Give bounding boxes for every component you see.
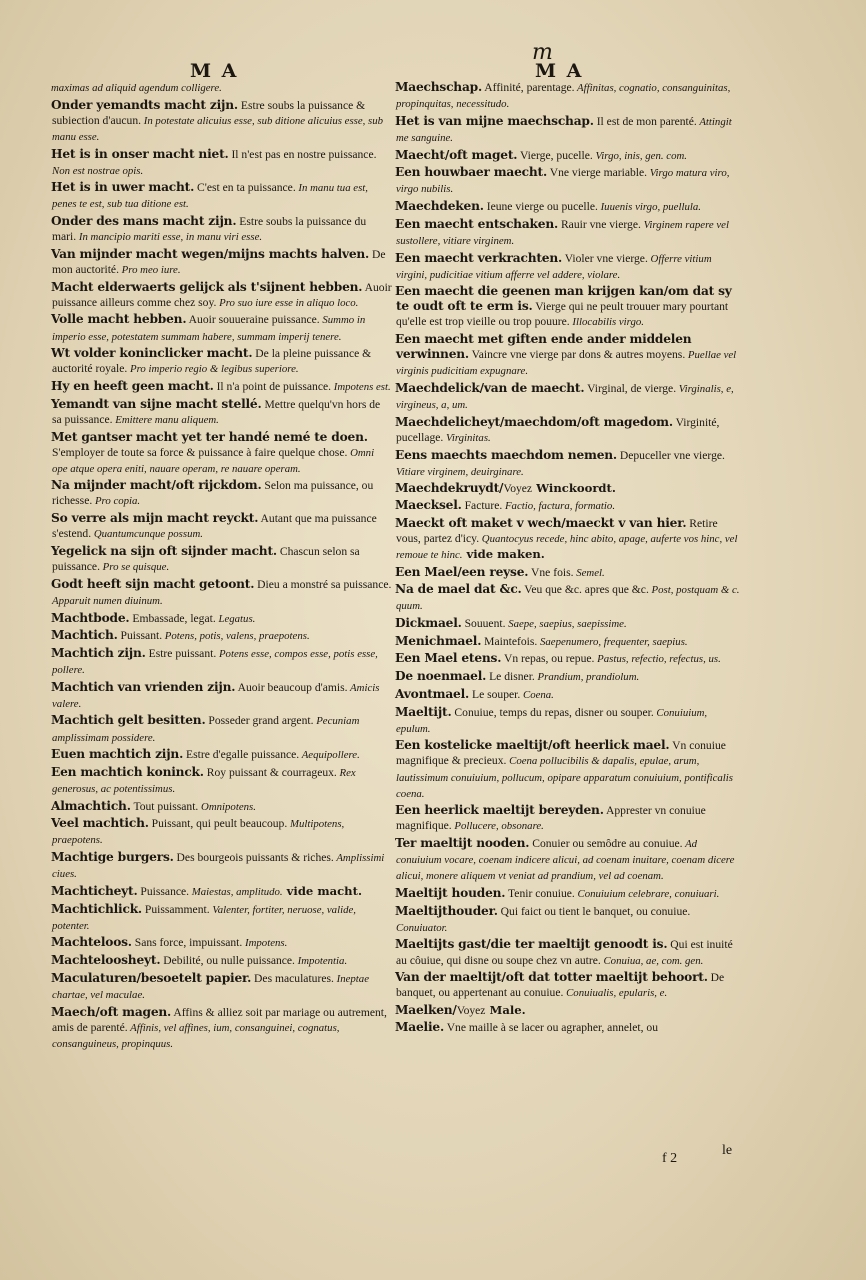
- latin-gloss: Vitiare virginem, deuirginare.: [396, 465, 524, 478]
- headword: Hy en heeft geen macht.: [51, 379, 214, 394]
- latin-gloss: In mancipio mariti esse, in manu viri esse.: [76, 231, 263, 244]
- latin-gloss: Coena pollucibilis & dapalis, epulae, arum, lautissimum conuiuium, pollucum, opipare apparatum conuiuium, pontificalis coena.: [396, 755, 733, 800]
- headword: Maelie.: [395, 1019, 444, 1034]
- latin-gloss: Impotens est.: [331, 381, 391, 394]
- latin-gloss: maximas ad aliquid agendum colligere.: [51, 82, 222, 94]
- latin-gloss: Virginitas.: [443, 431, 491, 444]
- dictionary-entry: [396, 616, 741, 632]
- headword: Een Mael etens.: [395, 651, 502, 666]
- french-gloss: Tenir conuiue.: [505, 886, 575, 900]
- headword: Menichmael.: [395, 633, 482, 648]
- headword: Het is in onser macht niet.: [51, 146, 229, 161]
- headword: Een machtich koninck.: [51, 764, 204, 779]
- latin-gloss: Potens, potis, valens, praepotens.: [162, 630, 310, 643]
- french-gloss: De la pleine puissance & auctorité royale.: [52, 347, 372, 376]
- dictionary-entry: [396, 970, 741, 1001]
- headword: Maecksel.: [395, 498, 462, 513]
- dictionary-entry: [52, 713, 392, 745]
- latin-gloss: Pecuniam amplissimam possidere.: [52, 715, 360, 744]
- headword: Van der maeltijt/oft dat totter maeltijt behoort.: [395, 970, 708, 985]
- headword: Maculaturen/besoetelt papier.: [51, 970, 252, 985]
- dictionary-entry: [52, 799, 392, 815]
- dictionary-entry: [396, 836, 741, 884]
- dictionary-entry: [52, 430, 392, 477]
- dictionary-entry: [396, 1020, 741, 1035]
- latin-gloss: Conuiualis, epularis, e.: [563, 987, 668, 1000]
- headword: Dickmael.: [395, 616, 462, 631]
- latin-gloss: Amplissimi ciues.: [52, 852, 385, 881]
- dictionary-entry: [396, 114, 741, 146]
- dictionary-entry: [396, 199, 741, 215]
- dictionary-entry: [52, 397, 392, 428]
- dictionary-entry: [396, 565, 741, 581]
- latin-gloss: Semel.: [573, 566, 605, 579]
- french-gloss: Posseder grand argent.: [205, 714, 314, 728]
- latin-gloss: Conuiua, ae, com. gen.: [600, 954, 704, 967]
- latin-gloss: Summo in imperio esse, potestatem summam habere, summam imperij tenere.: [52, 314, 366, 343]
- french-gloss: Vne fois.: [528, 565, 574, 579]
- dictionary-entry: [52, 816, 392, 848]
- latin-gloss: Conuiuium, epulum.: [396, 706, 708, 735]
- right-column: [396, 80, 741, 1036]
- headword: Volle macht hebben.: [51, 312, 187, 327]
- dictionary-entry: [396, 165, 741, 197]
- latin-gloss: Impotentia.: [294, 955, 348, 968]
- headword: Veel machtich.: [51, 816, 149, 831]
- french-gloss: Retire vous, partez d'icy.: [396, 516, 718, 545]
- latin-gloss: Quantumcunque possum.: [91, 528, 203, 541]
- french-gloss: Vne vierge mariable.: [547, 166, 648, 180]
- dictionary-entry: [396, 803, 741, 834]
- cross-reference: Male.: [485, 1002, 526, 1017]
- latin-gloss: Saepe, saepius, saepissime.: [505, 618, 627, 631]
- french-gloss: Qui est inuité au côuiue, qui disne ou soupe chez vn autre.: [396, 938, 733, 967]
- french-gloss: Conuier ou semôdre au conuiue.: [529, 837, 683, 851]
- latin-gloss: Quantocyus recede, hinc abito, apage, auferte vos hinc, vel remoue te hinc.: [396, 532, 738, 561]
- latin-gloss: Coena.: [520, 688, 554, 701]
- dictionary-entry: [52, 971, 392, 1003]
- latin-gloss: Pro meo iure.: [118, 264, 181, 276]
- headword: Yegelick na sijn oft sijnder macht.: [51, 543, 277, 558]
- dictionary-entry: [52, 935, 392, 951]
- dictionary-entry: [52, 628, 392, 644]
- headword: Machtichlick.: [51, 901, 142, 916]
- dictionary-entry: [52, 1005, 392, 1052]
- latin-gloss: Affinitas, cognatio, consanguinitas, propinquitas, necessitudo.: [396, 82, 731, 111]
- cross-reference: vide macht.: [282, 883, 362, 898]
- running-head-right: M A: [535, 60, 584, 82]
- french-gloss: Vierge qui ne peult trouuer mary pourtant qu'elle est trop vieille ou trop pouure.: [396, 300, 729, 329]
- dictionary-entry: [396, 381, 741, 413]
- french-gloss: Estre soubs la puissance & subiection d'aucun.: [52, 98, 366, 127]
- latin-gloss: Ad conuiuium vocare, coenam indicere alicui, ad coenam inuitare, coenam dicere alicui, monere aliquem vt veniat ad prandium, vel ad coenam.: [396, 838, 735, 883]
- french-gloss: Vn conuiue magnifique & precieux.: [396, 739, 726, 768]
- dictionary-entry: [396, 904, 741, 936]
- headword: Het is van mijne maechschap.: [395, 113, 594, 128]
- headword: Machteloosheyt.: [51, 953, 161, 968]
- latin-gloss: Impotens.: [242, 937, 288, 950]
- french-gloss: Depuceller vne vierge.: [616, 448, 725, 462]
- french-gloss: Conuiue, temps du repas, disner ou souper.: [451, 705, 654, 719]
- latin-gloss: Iuuenis virgo, puellula.: [597, 201, 701, 214]
- french-gloss: Debilité, ou nulle puissance.: [160, 954, 295, 968]
- french-gloss: Mettre quelqu'vn hors de sa puissance.: [52, 397, 381, 426]
- latin-gloss: Affinis, vel affines, ium, consanguinei, cognatus, consanguineus, propinquus.: [52, 1021, 340, 1050]
- latin-gloss: In manu tua est, penes te est, sub tua ditione est.: [52, 182, 368, 211]
- dictionary-entry: [52, 511, 392, 542]
- french-gloss: Il n'est pas en nostre puissance.: [228, 147, 377, 161]
- french-gloss: De banquet, ou appertenant au conuiue.: [396, 971, 725, 1000]
- french-gloss: Vierge, pucelle.: [517, 148, 593, 162]
- cross-reference: Winckoordt.: [532, 481, 616, 496]
- french-gloss: Puissant.: [117, 629, 163, 643]
- french-gloss: Puissance.: [137, 884, 190, 898]
- dictionary-entry: [52, 247, 392, 278]
- headword: Maechschap.: [395, 80, 483, 94]
- dictionary-entry: [52, 80, 392, 96]
- headword: Maech/oft magen.: [51, 1004, 172, 1019]
- latin-gloss: Conuiuator.: [396, 921, 448, 934]
- latin-gloss: Prandium, prandiolum.: [534, 671, 640, 684]
- dictionary-entry: [396, 651, 741, 667]
- french-gloss: Maintefois.: [481, 634, 538, 648]
- french-gloss: Estre soubs la puissance du mari.: [52, 215, 367, 244]
- french-gloss: Virginité, pucellage.: [396, 415, 720, 444]
- latin-gloss: Ineptae chartae, vel maculae.: [52, 972, 369, 1001]
- french-gloss: Estre puissant.: [145, 646, 217, 660]
- dictionary-entry: [396, 80, 741, 112]
- latin-gloss: Pastus, refectio, refectus, us.: [594, 653, 721, 666]
- headword: Een heerlick maeltijt bereyden.: [395, 803, 604, 818]
- french-gloss: Auoir beaucoup d'amis.: [235, 680, 348, 694]
- headword: Avontmael.: [395, 686, 470, 701]
- headword: Almachtich.: [51, 798, 131, 813]
- headword: Eens maechts maechdom nemen.: [395, 447, 617, 462]
- dictionary-entry: [52, 478, 392, 509]
- headword: Machtich.: [51, 628, 118, 643]
- french-gloss: Dieu a monstré sa puissance.: [254, 577, 392, 591]
- headword: Macht elderwaerts gelijck als t'sijnent hebben.: [51, 279, 363, 294]
- latin-gloss: Apparuit numen diuinum.: [52, 594, 163, 607]
- french-gloss: Auoir souueraine puissance.: [186, 313, 320, 327]
- latin-gloss: In potestate alicuius esse, sub ditione alicuius esse, sub manu esse.: [52, 114, 384, 143]
- dictionary-entry: [52, 280, 392, 311]
- corner-mark: m: [532, 40, 553, 65]
- latin-gloss: Pro imperio regio & legibus superiore.: [127, 363, 299, 376]
- headword: Machtich van vrienden zijn.: [51, 679, 236, 694]
- french-gloss: Violer vne vierge.: [562, 251, 648, 265]
- french-gloss: S'employer de toute sa force & puissance à faire quelque chose.: [52, 445, 348, 459]
- dictionary-entry: [396, 937, 741, 968]
- headword: Het is in uwer macht.: [51, 180, 195, 195]
- headword: Onder des mans macht zijn.: [51, 214, 237, 229]
- dictionary-entry: [52, 850, 392, 882]
- french-gloss: Ieune vierge ou pucelle.: [483, 200, 598, 214]
- latin-gloss: Emittere manu aliquem.: [112, 413, 219, 426]
- headword: Met gantser macht yet ter handé nemé te doen.: [51, 429, 368, 444]
- headword: Na de mael dat &c.: [395, 582, 522, 597]
- headword: Maechdelicheyt/maechdom/oft magedom.: [395, 414, 673, 429]
- headword: Maeltijthouder.: [395, 903, 498, 918]
- french-gloss: Estre d'egalle puissance.: [183, 748, 300, 762]
- headword: Godt heeft sijn macht getoont.: [51, 576, 255, 591]
- latin-gloss: Aequipollere.: [299, 749, 360, 762]
- latin-gloss: Offerre vitium virgini, pudicitiae vitium afferre vel addere, violare.: [396, 252, 712, 281]
- french-gloss: Auoir puissance ailleurs comme chez soy.: [52, 280, 392, 309]
- dictionary-entry: [52, 680, 392, 712]
- french-gloss: Affins & alliez soit par mariage ou autrement, amis de parenté.: [52, 1005, 387, 1034]
- latin-gloss: Rex generosus, ac potentissimus.: [52, 766, 356, 795]
- dictionary-entry: [396, 516, 741, 563]
- latin-gloss: Conuiuium celebrare, conuiuari.: [574, 887, 720, 900]
- latin-gloss: Puellae vel virginis pudicitiam expugnare.: [396, 349, 737, 378]
- headword: Een maecht die geenen man krijgen kan/om dat sy te oudt oft te erm is.: [395, 284, 732, 314]
- dictionary-entry: [396, 448, 741, 480]
- dictionary-entry: [396, 687, 741, 703]
- headword: Onder yemandts macht zijn.: [51, 97, 238, 112]
- latin-gloss: Pro suo iure esse in aliquo loco.: [216, 296, 359, 309]
- dictionary-entry: [52, 544, 392, 575]
- dictionary-entry: [52, 747, 392, 763]
- dictionary-entry: [52, 346, 392, 377]
- headword: Een Mael/een reyse.: [395, 564, 529, 579]
- dictionary-entry: [52, 312, 392, 344]
- latin-gloss: Illocabilis virgo.: [569, 316, 644, 329]
- latin-gloss: Omni ope atque opera eniti, nauare operam, re nauare operam.: [52, 446, 375, 475]
- french-gloss: Embassade, legat.: [129, 611, 216, 625]
- headword: Een maecht verkrachten.: [395, 250, 563, 265]
- dictionary-entry: [52, 214, 392, 245]
- dictionary-entry: [396, 415, 741, 446]
- headword: Maeltijt.: [395, 704, 452, 719]
- dictionary-entry: [396, 148, 741, 164]
- latin-gloss: Virgo matura viro, virgo nubilis.: [396, 167, 730, 196]
- latin-gloss: Post, postquam & c. quum.: [396, 584, 740, 613]
- dictionary-entry: [396, 634, 741, 650]
- dictionary-entry: [396, 251, 741, 283]
- catchword: le: [722, 1143, 733, 1158]
- latin-gloss: Valenter, fortiter, neruose, valide, potenter.: [52, 903, 356, 932]
- dictionary-entry: [396, 582, 741, 614]
- latin-gloss: Virgo, inis, gen. com.: [592, 149, 687, 162]
- french-gloss: Vn repas, ou repue.: [501, 652, 595, 666]
- dictionary-entry: [396, 1003, 741, 1018]
- headword: Euen machtich zijn.: [51, 747, 184, 762]
- dictionary-entry: [396, 738, 741, 801]
- headword: Machtich zijn.: [51, 645, 146, 660]
- french-gloss: C'est en ta puissance.: [194, 181, 296, 195]
- headword: Wt volder koninclicker macht.: [51, 346, 253, 361]
- headword: Maelken/: [395, 1002, 457, 1017]
- headword: Een kostelicke maeltijt/oft heerlick mael.: [395, 738, 670, 753]
- latin-gloss: Legatus.: [215, 612, 256, 625]
- headword: Na mijnder macht/oft rijckdom.: [51, 478, 262, 493]
- headword: Van mijnder macht wegen/mijns machts halven.: [51, 246, 370, 261]
- headword: Maecht/oft maget.: [395, 147, 518, 162]
- cross-reference: vide maken.: [462, 546, 545, 561]
- left-column: [52, 80, 392, 1053]
- headword: Maechdekruydt/: [395, 481, 504, 496]
- latin-gloss: Attingit me sanguine.: [396, 115, 732, 144]
- latin-gloss: Saepenumero, frequenter, saepius.: [537, 635, 688, 648]
- headword: Machtich gelt besitten.: [51, 713, 206, 728]
- french-gloss: Rauir vne vierge.: [558, 217, 641, 231]
- french-gloss: Roy puissant & courrageux.: [203, 765, 337, 779]
- headword: So verre als mijn macht reyckt.: [51, 511, 259, 526]
- dictionary-entry: [52, 611, 392, 627]
- dictionary-entry: [52, 646, 392, 678]
- french-gloss: Virginal, de vierge.: [584, 382, 677, 396]
- dictionary-entry: [52, 765, 392, 797]
- dictionary-entry: [52, 180, 392, 212]
- french-gloss: Des maculatures.: [251, 971, 334, 985]
- running-head-left: M A: [190, 60, 239, 82]
- french-gloss: Autant que ma puissance s'estend.: [52, 512, 377, 541]
- dictionary-entry: [52, 577, 392, 609]
- french-gloss: Il n'a point de puissance.: [213, 380, 332, 394]
- dictionary-entry: [52, 98, 392, 145]
- dictionary-entry: [52, 953, 392, 969]
- latin-gloss: Multipotens, praepotens.: [52, 818, 345, 847]
- french-gloss: Apprester vn conuiue magnifique.: [396, 804, 706, 833]
- headword: Machteloos.: [51, 935, 132, 950]
- latin-gloss: Pollucere, obsonare.: [451, 820, 544, 833]
- french-gloss: Des bourgeois puissants & riches.: [173, 851, 334, 865]
- dictionary-entry: [396, 217, 741, 249]
- headword: Machtige burgers.: [51, 850, 174, 865]
- french-gloss: Facture.: [461, 499, 503, 513]
- latin-gloss: Potens esse, compos esse, potis esse, pollere.: [52, 647, 378, 676]
- headword: Maeltijt houden.: [395, 885, 506, 900]
- headword: Machtbode.: [51, 610, 130, 625]
- french-gloss: Il est de mon parenté.: [593, 114, 697, 128]
- french-gloss: Vne maille à se lacer ou agrapher, annelet, ou: [444, 1020, 659, 1034]
- french-gloss: Qui faict ou tient le banquet, ou conuiue.: [497, 904, 691, 918]
- latin-gloss: Non est nostrae opis.: [52, 164, 144, 177]
- dictionary-entry: [396, 332, 741, 379]
- headword: Maechdelick/van de maecht.: [395, 381, 585, 396]
- headword: Ter maeltijt nooden.: [395, 836, 530, 851]
- french-gloss: Puissant, qui peult beaucoup.: [148, 817, 288, 831]
- headword: Maeltijts gast/die ter maeltijt genoodt is.: [395, 937, 668, 952]
- french-gloss: Le souper.: [469, 687, 521, 701]
- french-gloss: Puissamment.: [141, 902, 210, 916]
- dictionary-entry: [396, 498, 741, 514]
- dictionary-entry: [396, 705, 741, 737]
- latin-gloss: Omnipotens.: [198, 800, 256, 813]
- latin-gloss: Maiestas, amplitudo.: [189, 885, 283, 898]
- headword: Maechdeken.: [395, 199, 484, 214]
- dictionary-entry: [52, 147, 392, 179]
- latin-gloss: Pro copia.: [92, 495, 141, 508]
- french-gloss: Voyez: [456, 1003, 486, 1017]
- french-gloss: Affinité, parentage.: [482, 81, 575, 94]
- french-gloss: Sans force, impuissant.: [131, 936, 243, 950]
- french-gloss: Chascun selon sa puissance.: [52, 544, 360, 574]
- french-gloss: De mon auctorité.: [52, 247, 386, 276]
- signature-mark: f 2: [662, 1151, 678, 1166]
- french-gloss: Voyez: [503, 482, 533, 496]
- french-gloss: Souuent.: [461, 617, 506, 631]
- french-gloss: Le disner.: [486, 670, 535, 684]
- dictionary-entry: [396, 886, 741, 902]
- dictionary-entry: [52, 902, 392, 934]
- dictionary-entry: [52, 379, 392, 395]
- latin-gloss: Factio, factura, formatio.: [502, 500, 616, 513]
- dictionary-entry: [52, 884, 392, 900]
- headword: Yemandt van sijne macht stellé.: [51, 396, 262, 411]
- french-gloss: Vaincre vne vierge par dons & autres moyens.: [468, 348, 686, 362]
- headword: Een houwbaer maecht.: [395, 165, 548, 180]
- french-gloss: Selon ma puissance, ou richesse.: [52, 479, 374, 508]
- dictionary-entry: [396, 481, 741, 496]
- headword: Machticheyt.: [51, 883, 138, 898]
- french-gloss: Tout puissant.: [130, 799, 199, 813]
- dictionary-entry: [396, 669, 741, 685]
- headword: De noenmael.: [395, 669, 487, 684]
- latin-gloss: Pro se quisque.: [99, 561, 170, 574]
- headword: Een maecht entschaken.: [395, 216, 559, 231]
- latin-gloss: Amicis valere.: [52, 681, 380, 710]
- headword: Maeckt oft maket v wech/maeckt v van hier.: [395, 515, 687, 530]
- headword: Een maecht met giften ende ander middelen verwinnen.: [395, 332, 692, 362]
- latin-gloss: Virginem rapere vel sustollere, vitiare virginem.: [396, 218, 729, 247]
- dictionary-entry: [396, 284, 741, 330]
- latin-gloss: Virginalis, e, virgineus, a, um.: [396, 383, 734, 412]
- french-gloss: Veu que &c. apres que &c.: [521, 583, 649, 597]
